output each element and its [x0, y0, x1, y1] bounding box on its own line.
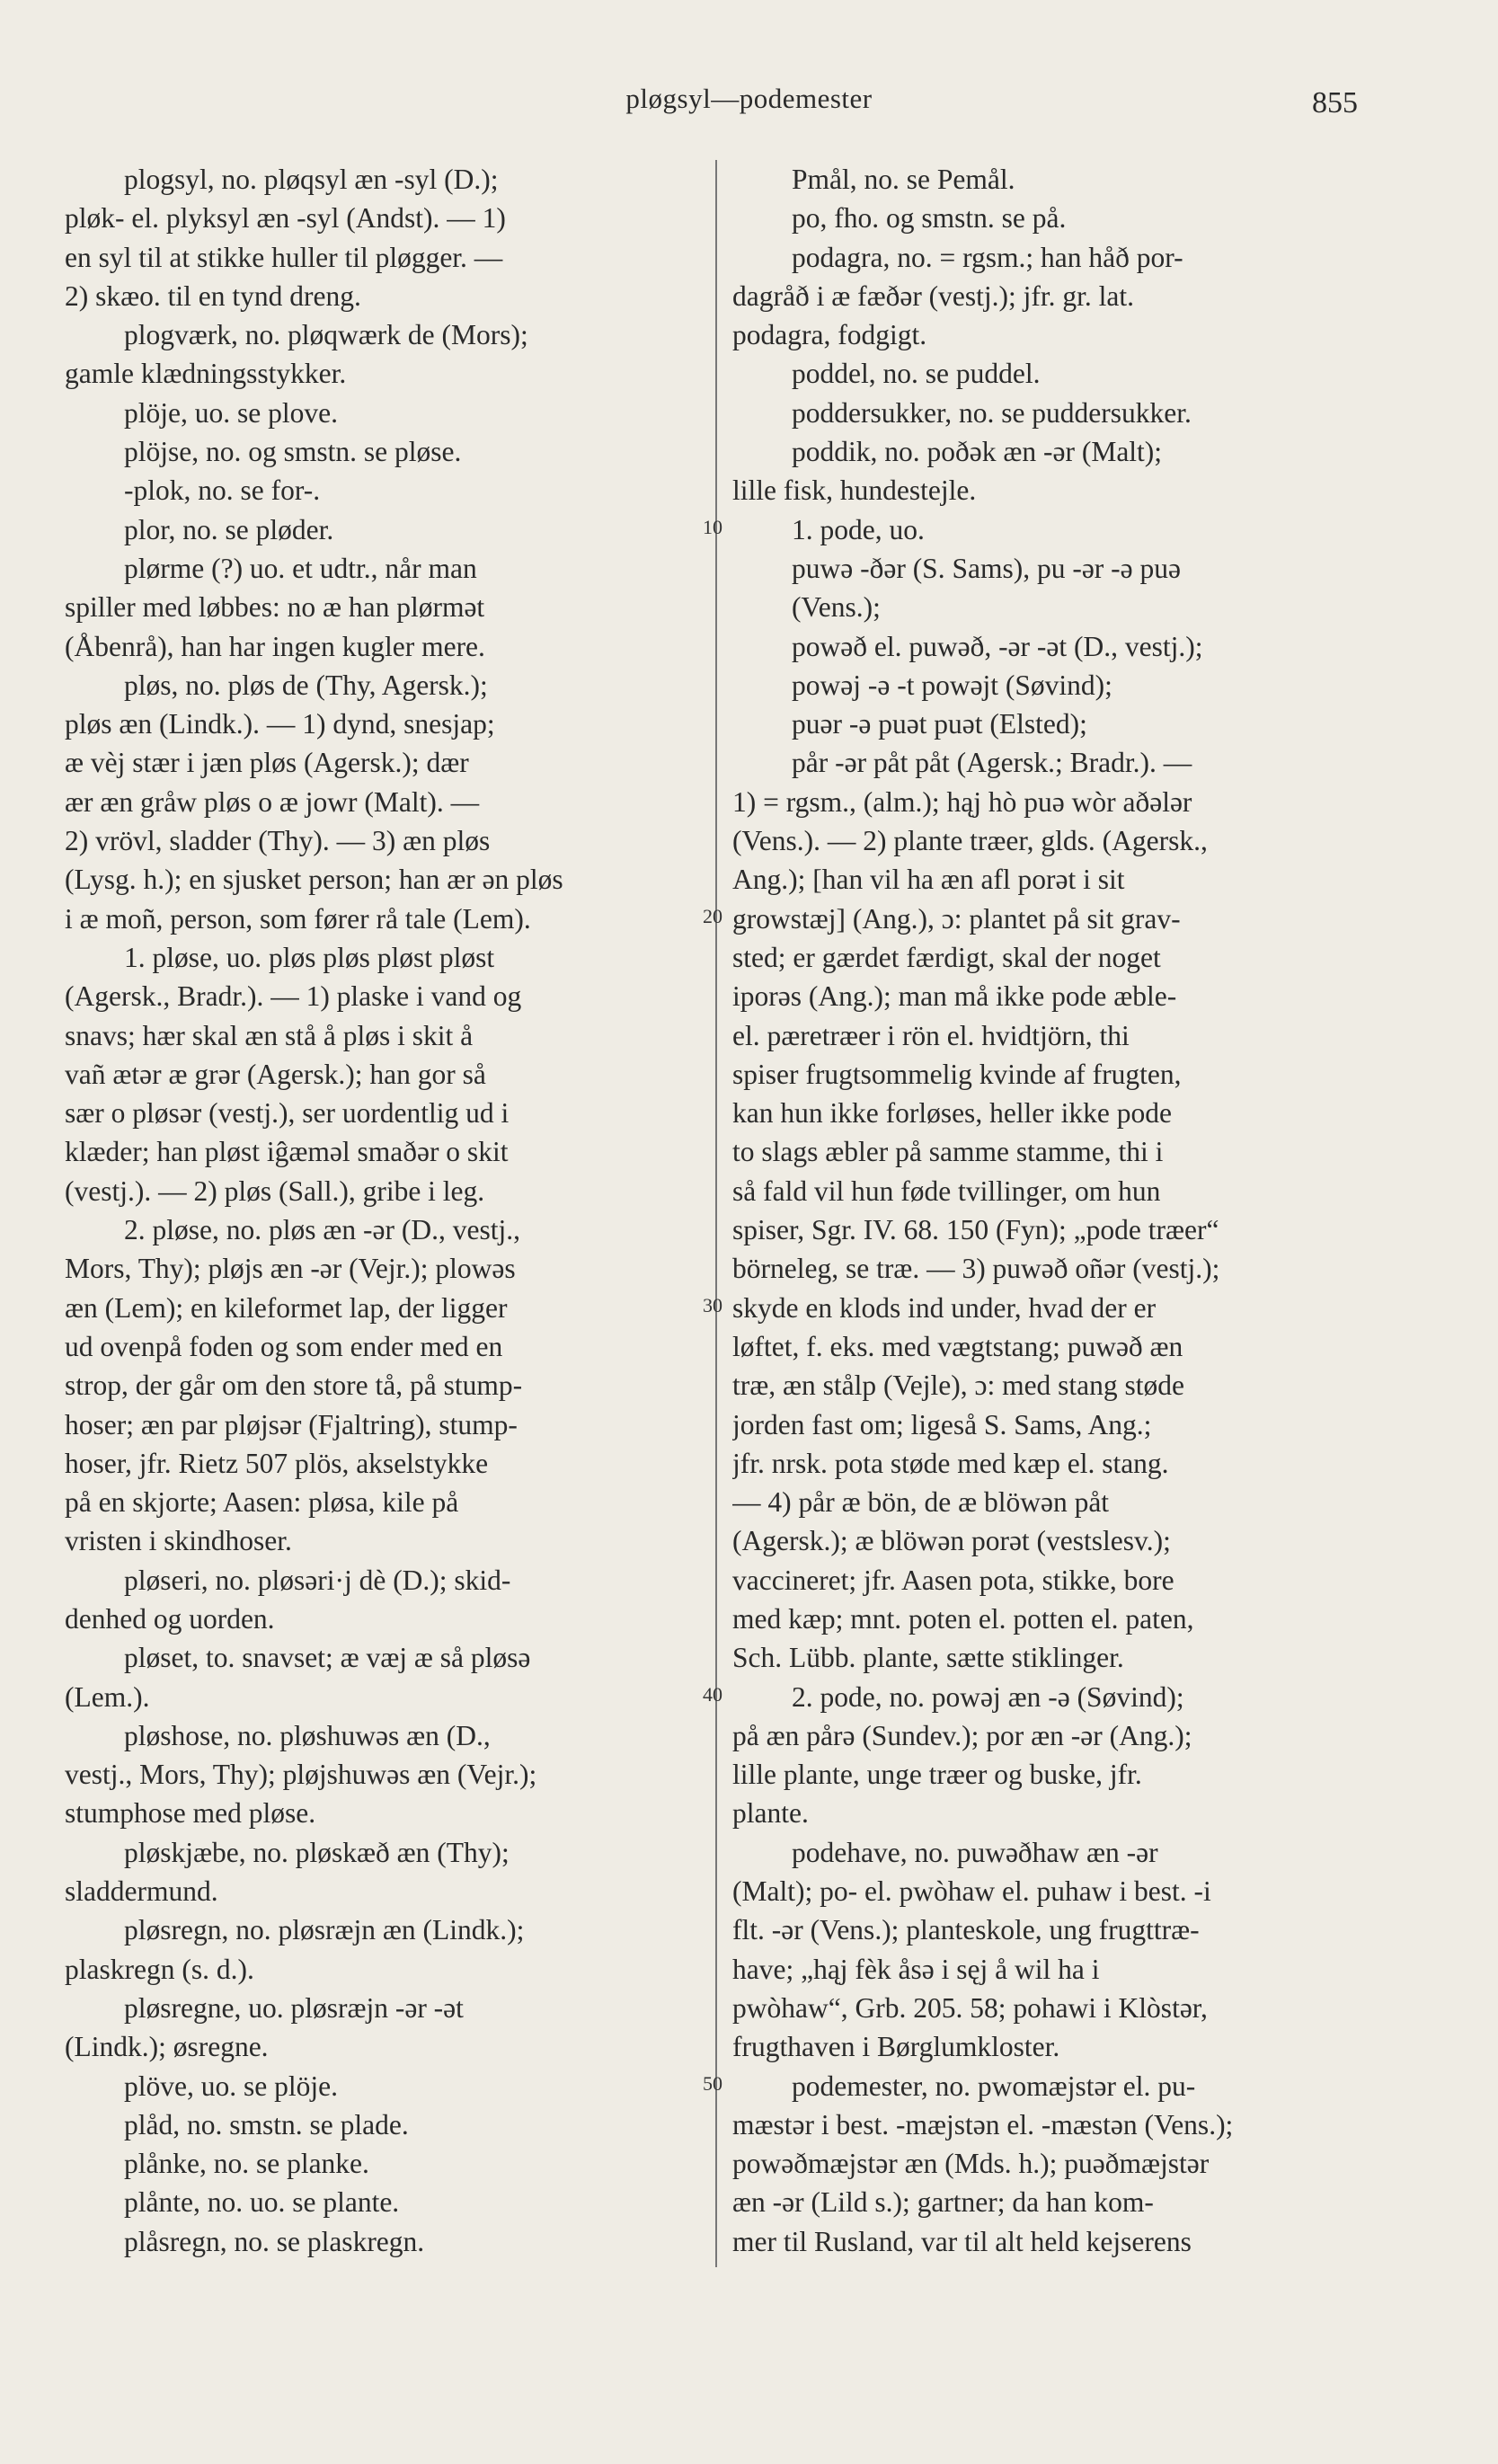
entry-headword-line: podehave, no. puwəðhaw æn -ər [792, 1836, 1158, 1868]
entry-text-line: (Lindk.); øsregne. [65, 2031, 269, 2063]
entry-headword-line: poddel, no. se puddel. [792, 358, 1041, 390]
line-number: 10 [703, 516, 722, 538]
entry-text-line: to slags æbler på samme stamme, thi i [732, 1136, 1164, 1168]
entry-headword-line: poddersukker, no. se puddersukker. [792, 396, 1192, 429]
entry-headword-line: plogværk, no. pløqwærk de (Mors); [124, 319, 528, 351]
entry-text-line: mæstər i best. -mæjstən el. -mæstən (Vens.); [732, 2108, 1234, 2140]
entry-headword-line: 2. pløse, no. pløs æn -ər (D., vestj., [124, 1214, 520, 1246]
entry-text-line: spiser frugtsommelig kvinde af frugten, [732, 1058, 1182, 1090]
entry-headword-line: plor, no. se pløder. [124, 513, 334, 545]
entry-text-line: 2) skæo. til en tynd dreng. [65, 279, 361, 312]
entry-text-line: en syl til at stikke huller til pløgger. — [65, 241, 503, 273]
right-column [732, 160, 1367, 2261]
entry-headword-line: plöjse, no. og smstn. se pløse. [124, 436, 462, 468]
line-number: 40 [703, 1683, 722, 1706]
entry-headword-line: pløsregn, no. pløsræjn æn (Lindk.); [124, 1914, 525, 1946]
entry-headword-line: pløskjæbe, no. pløskæð æn (Thy); [124, 1836, 510, 1868]
entry-text-line: klæder; han pløst iĝæməl smaðər o skit [65, 1136, 509, 1168]
entry-headword-line: 1. pode, uo. [792, 513, 925, 545]
entry-text-line: spiser, Sgr. IV. 68. 150 (Fyn); „pode træer“ [732, 1214, 1219, 1246]
entry-text-line: spiller med løbbes: no æ han plørmət [65, 591, 485, 624]
entry-text-line: (Agersk., Bradr.). — 1) plaske i vand og [65, 980, 522, 1013]
entry-headword-line: Pmål, no. se Pemål. [792, 164, 1015, 195]
entry-headword-line: puwə -ðər (S. Sams), pu -ər -ə puə [792, 552, 1181, 584]
entry-headword-line: podagra, no. = rgsm.; han håð por- [792, 241, 1183, 273]
entry-text-line: sladdermund. [65, 1875, 218, 1908]
entry-headword-line: pløs, no. pløs de (Thy, Agersk.); [124, 669, 488, 701]
entry-text-line: strop, der går om den store tå, på stump- [65, 1369, 523, 1402]
entry-text-line: så fald vil hun føde tvillinger, om hun [732, 1174, 1161, 1207]
entry-text-line: 1) = rgsm., (alm.); hąj hò puə wòr aðələr [732, 785, 1192, 818]
entry-headword-line: pløshose, no. pløshuwəs æn (D., [124, 1719, 491, 1751]
entry-text-line: jorden fast om; ligeså S. Sams, Ang.; [732, 1408, 1152, 1440]
entry-text-line: frugthaven i Børglumkloster. [732, 2031, 1060, 2063]
running-title: pløgsyl—podemester [625, 83, 873, 114]
entry-headword-line: powəð el. puwəð, -ər -ət (D., vestj.); [792, 630, 1203, 662]
entry-text-line: hoser; æn par pløjsər (Fjaltring), stump- [65, 1408, 518, 1440]
entry-text-line: vaccineret; jfr. Aasen pota, stikke, bore [732, 1564, 1174, 1596]
entry-headword-line: 1. pløse, uo. pløs pløs pløst pløst [124, 941, 495, 973]
entry-text-line: plante. [732, 1797, 809, 1830]
entry-text-line: vristen i skindhoser. [65, 1525, 292, 1557]
entry-text-line: løftet, f. eks. med vægtstang; puwəð æn [732, 1330, 1183, 1362]
entry-text-line: — 4) pår æ bön, de æ blöwən påt [732, 1486, 1110, 1519]
entry-text-line: vestj., Mors, Thy); pløjshuwəs æn (Vejr.); [65, 1759, 537, 1791]
entry-headword-line: plåd, no. smstn. se plade. [124, 2108, 409, 2140]
entry-text-line: powəðmæjstər æn (Mds. h.); puəðmæjstər [732, 2148, 1210, 2180]
entry-text-line: pwòhaw“, Grb. 205. 58; pohawi i Klòstər, [732, 1991, 1208, 2024]
entry-text-line: Ang.); [han vil ha æn afl porət i sit [732, 864, 1125, 896]
entry-text-line: hoser, jfr. Rietz 507 plös, akselstykke [65, 1447, 489, 1479]
page-header [0, 83, 1498, 128]
entry-text-line: på en skjorte; Aasen: pløsa, kile på [65, 1486, 459, 1519]
entry-headword-line: pløset, to. snavset; æ væj æ så pløsə [124, 1642, 531, 1674]
entry-headword-line: -plok, no. se for-. [124, 474, 321, 507]
entry-text-line: sær o pløsər (vestj.), ser uordentlig ud i [65, 1097, 510, 1130]
entry-text-line: plaskregn (s. d.). [65, 1953, 254, 1985]
entry-text-line: (Vens.). — 2) plante træer, glds. (Agersk., [732, 825, 1208, 857]
entry-text-line: vañ ætər æ grər (Agersk.); han gor så [65, 1058, 486, 1090]
entry-text-line: Mors, Thy); pløjs æn -ər (Vejr.); plowəs [65, 1253, 516, 1285]
entry-text-line: (Åbenrå), han har ingen kugler mere. [65, 630, 485, 662]
entry-text-line: flt. -ər (Vens.); planteskole, ung frugttræ- [732, 1914, 1200, 1946]
entry-text-line: podagra, fodgigt. [732, 319, 927, 351]
entry-text-line: (Lem.). [65, 1680, 150, 1713]
entry-headword-line: plånte, no. uo. se plante. [124, 2186, 400, 2219]
entry-text-line: træ, æn stålp (Vejle), ɔ: med stang støde [732, 1369, 1185, 1402]
entry-text-line: ud ovenpå foden og som ender med en [65, 1330, 503, 1362]
entry-headword-line: plogsyl, no. pløqsyl æn -syl (D.); [124, 164, 499, 195]
entry-text-line: sted; er gærdet færdigt, skal der noget [732, 941, 1161, 973]
entry-text-line: dagråð i æ fæðər (vestj.); jfr. gr. lat. [732, 279, 1135, 312]
entry-text-line: gamle klædningsstykker. [65, 358, 347, 390]
entry-headword-line: poddik, no. poðək æn -ər (Malt); [792, 436, 1163, 468]
entry-text-line: growstæj] (Ang.), ɔ: plantet på sit grav- [732, 902, 1181, 935]
entry-text-line: (Agersk.); æ blöwən porət (vestslesv.); [732, 1525, 1171, 1557]
entry-text-line: Sch. Lübb. plante, sætte stiklinger. [732, 1642, 1124, 1674]
entry-text-line: denhed og uorden. [65, 1602, 275, 1635]
entry-headword-line: 2. pode, no. powəj æn -ə (Søvind); [792, 1680, 1184, 1713]
entry-headword-line: plöje, uo. se plove. [124, 396, 338, 429]
entry-text-line: el. pæretræer i rön el. hvidtjörn, thi [732, 1019, 1130, 1051]
entry-text-line: ær æn gråw pløs o æ jowr (Malt). — [65, 785, 480, 818]
entry-text-line: på æn pårə (Sundev.); por æn -ər (Ang.); [732, 1719, 1192, 1751]
entry-text-line: skyde en klods ind under, hvad der er [732, 1291, 1157, 1324]
entry-headword-line: po, fho. og smstn. se på. [792, 202, 1067, 235]
entry-headword-line: puər -ə puət puət (Elsted); [792, 708, 1087, 740]
entry-headword-line: plørme (?) uo. et udtr., når man [124, 552, 477, 584]
left-column [65, 160, 699, 2261]
entry-headword-line: pløseri, no. pløsəri·j dè (D.); skid- [124, 1564, 511, 1596]
line-number: 50 [703, 2072, 722, 2095]
entry-text-line: stumphose med pløse. [65, 1797, 316, 1830]
entry-headword-line: plånke, no. se planke. [124, 2148, 369, 2180]
entry-text-line: æ vèj stær i jæn pløs (Agersk.); dær [65, 747, 469, 779]
entry-text-line: 2) vrövl, sladder (Thy). — 3) æn pløs [65, 825, 491, 857]
line-number: 30 [703, 1294, 722, 1316]
entry-text-line: pløs æn (Lindk.). — 1) dynd, snesjap; [65, 708, 495, 740]
entry-text-line: (vestj.). — 2) pløs (Sall.), gribe i leg. [65, 1174, 485, 1207]
entry-text-line: iporəs (Ang.); man må ikke pode æble- [732, 980, 1177, 1013]
entry-text-line: kan hun ikke forløses, heller ikke pode [732, 1097, 1172, 1130]
entry-headword-line: powəj -ə -t powəjt (Søvind); [792, 669, 1112, 701]
entry-text-line: i æ moñ, person, som fører rå tale (Lem). [65, 902, 531, 935]
entry-text-line: lille fisk, hundestejle. [732, 474, 977, 507]
entry-headword-line: (Vens.); [792, 591, 881, 624]
entry-headword-line: pløsregne, uo. pløsræjn -ər -ət [124, 1991, 464, 2024]
entry-text-line: med kæp; mnt. poten el. potten el. paten, [732, 1602, 1194, 1635]
entry-text-line: have; „hąj fèk åsə i sęj å wil ha i [732, 1953, 1100, 1985]
entry-text-line: (Malt); po- el. pwòhaw el. puhaw i best. -i [732, 1875, 1211, 1908]
entry-headword-line: plöve, uo. se plöje. [124, 2070, 338, 2102]
entry-text-line: börneleg, se træ. — 3) puwəð oñər (vestj.); [732, 1253, 1220, 1285]
entry-text-line: pløk- el. plyksyl æn -syl (Andst). — 1) [65, 202, 506, 235]
entry-headword-line: plåsregn, no. se plaskregn. [124, 2225, 425, 2257]
entry-text-line: (Lysg. h.); en sjusket person; han ær ən pløs [65, 864, 563, 896]
entry-headword-line: pår -ər påt påt (Agersk.; Bradr.). — [792, 747, 1192, 779]
entry-text-line: jfr. nrsk. pota støde med kæp el. stang. [732, 1447, 1169, 1479]
page-number: 855 [1312, 86, 1358, 120]
line-number: 20 [703, 905, 722, 927]
entry-text-line: æn -ər (Lild s.); gartner; da han kom- [732, 2186, 1154, 2219]
entry-text-line: lille plante, unge træer og buske, jfr. [732, 1759, 1142, 1791]
column-divider [715, 160, 717, 2267]
entry-text-line: mer til Rusland, var til alt held kejserens [732, 2225, 1192, 2257]
entry-text-line: snavs; hær skal æn stå å pløs i skit å [65, 1019, 474, 1051]
entry-text-line: æn (Lem); en kileformet lap, der ligger [65, 1291, 508, 1324]
entry-headword-line: podemester, no. pwomæjstər el. pu- [792, 2070, 1196, 2102]
